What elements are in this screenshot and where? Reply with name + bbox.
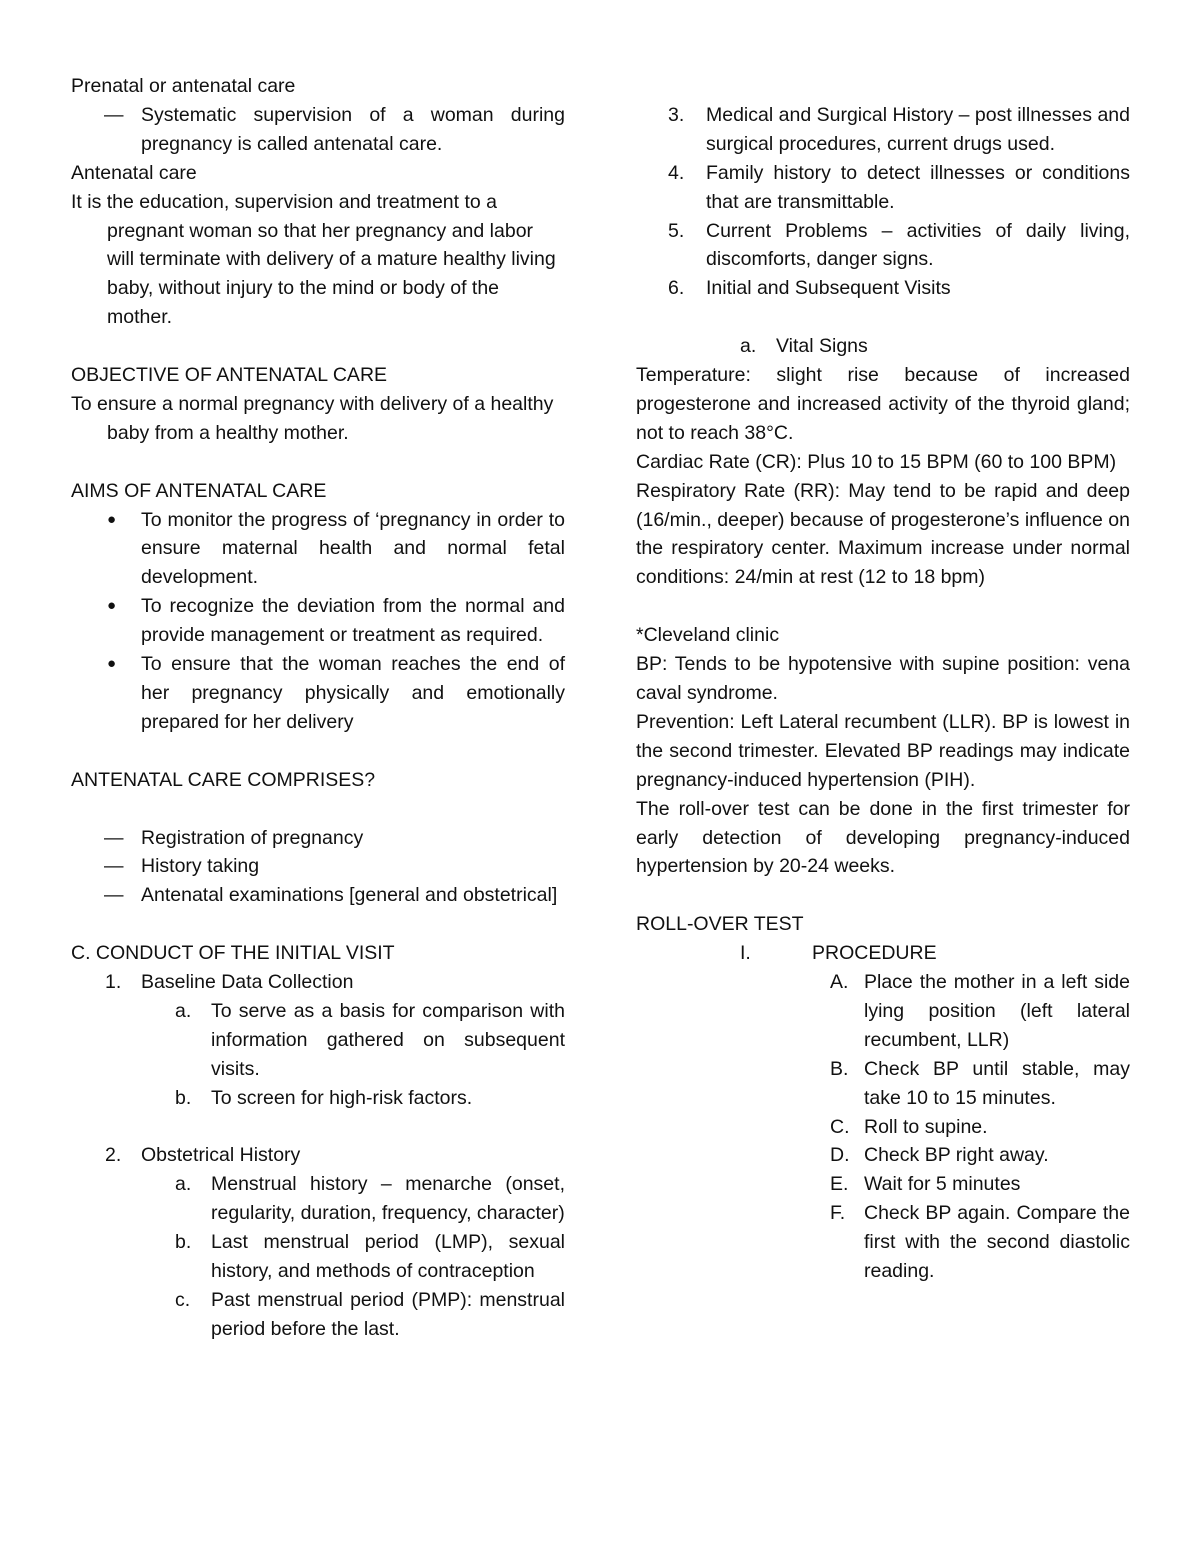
aims-list-item — [71, 506, 565, 593]
lettered-item-text: To screen for high-risk factors. — [211, 1086, 473, 1109]
prenatal-title: Prenatal or antenatal care — [71, 75, 296, 97]
dash-marker: — — [104, 103, 124, 126]
dash-marker: — — [104, 855, 124, 878]
comprises-heading: ANTENATAL CARE COMPRISES? — [71, 768, 376, 791]
aims-item-text: To monitor the progress of ‘pregnancy in order to ensure maternal health and normal fetal development. — [141, 508, 565, 589]
aims-list-item — [71, 592, 565, 650]
cardiac-rate-text: Cardiac Rate (CR): Plus 10 to 15 BPM (60 to 100 BPM) — [636, 450, 1117, 473]
numbered-item-text: Medical and Surgical History – post illnesses and surgical procedures, current drugs used. — [706, 103, 1130, 155]
comprises-item-text: Registration of pregnancy — [141, 826, 364, 849]
aims-heading: AIMS OF ANTENATAL CARE — [71, 479, 327, 502]
bullet-marker: ● — [107, 655, 117, 673]
objective-text: To ensure a normal pregnancy with delivery of a healthy baby from a healthy mother. — [71, 392, 554, 444]
letter-marker: b. — [175, 1231, 192, 1254]
aims-list-item — [71, 650, 565, 737]
antenatal-definition: It is the education, supervision and treatment to a pregnant woman so that her pregnancy and labor will terminate with delivery of a mature healthy living baby, without injury to the mind or body of the mother. — [71, 190, 556, 329]
aims-item-text: To ensure that the woman reaches the end of her pregnancy physically and emotionally prepared for her delivery — [141, 653, 565, 733]
bullet-marker: ● — [107, 510, 117, 528]
letter-marker: b. — [175, 1086, 192, 1109]
step-marker: D. — [830, 1144, 850, 1167]
number-marker: 1. — [105, 971, 122, 994]
numbered-list-item — [636, 274, 1130, 303]
letter-marker: a. — [175, 999, 192, 1022]
procedure-step — [636, 1170, 1130, 1199]
letter-marker: a. — [175, 1173, 192, 1196]
step-text: Check BP right away. — [864, 1144, 1049, 1167]
right-column — [636, 72, 1130, 1286]
numbered-item-text: Initial and Subsequent Visits — [706, 277, 951, 300]
rollover-note: The roll-over test can be done in the first trimester for early detection of developing pregnancy-induced hypertension by 20-24 weeks. — [636, 797, 1130, 878]
definition-dash-item — [71, 101, 565, 159]
number-marker: 5. — [668, 219, 685, 242]
procedure-step — [636, 1199, 1130, 1286]
aims-item-text: To recognize the deviation from the normal and provide management or treatment as required. — [141, 595, 565, 647]
lettered-list-item — [71, 1228, 565, 1286]
step-text: Check BP again. Compare the first with the second diastolic reading. — [864, 1202, 1130, 1283]
step-text: Check BP until stable, may take 10 to 15 minutes. — [864, 1057, 1130, 1109]
left-column — [71, 72, 565, 1344]
step-marker: F. — [830, 1202, 846, 1225]
objective-heading: OBJECTIVE OF ANTENATAL CARE — [71, 364, 388, 387]
vital-signs-label: Vital Signs — [776, 335, 868, 358]
dash-marker: — — [104, 884, 124, 907]
step-text: Place the mother in a left side lying position (left lateral recumbent, LLR) — [864, 971, 1130, 1051]
lettered-list-item — [71, 1170, 565, 1228]
comprises-list-item — [71, 824, 565, 853]
numbered-list-item — [636, 159, 1130, 217]
rollover-heading: ROLL-OVER TEST — [636, 913, 804, 936]
number-marker: 6. — [668, 277, 685, 300]
step-marker: A. — [830, 971, 849, 994]
numbered-list-item — [636, 217, 1130, 275]
roman-marker: I. — [740, 942, 751, 965]
conduct-heading: C. CONDUCT OF THE INITIAL VISIT — [71, 942, 395, 965]
antenatal-title: Antenatal care — [71, 161, 197, 184]
procedure-step — [636, 1055, 1130, 1113]
number-marker: 3. — [668, 103, 685, 126]
procedure-label: PROCEDURE — [812, 942, 937, 965]
lettered-item-text: Menstrual history – menarche (onset, regularity, duration, frequency, character) — [211, 1173, 565, 1225]
letter-marker: c. — [175, 1288, 191, 1311]
vital-signs-item — [636, 332, 1130, 361]
numbered-item-text: Current Problems – activities of daily living, discomforts, danger signs. — [706, 219, 1130, 271]
numbered-list-item — [71, 968, 565, 997]
lettered-list-item — [71, 997, 565, 1084]
numbered-item-text: Baseline Data Collection — [141, 971, 354, 994]
number-marker: 4. — [668, 161, 685, 184]
lettered-list-item — [71, 1084, 565, 1113]
lettered-list-item — [71, 1286, 565, 1344]
procedure-step — [636, 1141, 1130, 1170]
procedure-step — [636, 968, 1130, 1055]
prevention-text: Prevention: Left Lateral recumbent (LLR). BP is lowest in the second trimester. Elevated BP readings may indicate pregnancy-induced hypertension (PIH). — [636, 710, 1130, 791]
lettered-item-text: To serve as a basis for comparison with information gathered on subsequent visits. — [211, 999, 565, 1080]
cleveland-clinic-note: *Cleveland clinic — [636, 624, 780, 647]
step-marker: B. — [830, 1057, 849, 1080]
comprises-item-text: History taking — [141, 855, 260, 878]
lettered-item-text: Last menstrual period (LMP), sexual history, and methods of contraception — [211, 1231, 565, 1283]
dash-item-text: Systematic supervision of a woman during pregnancy is called antenatal care. — [141, 103, 565, 155]
procedure-step — [636, 1113, 1130, 1142]
bullet-marker: ● — [107, 597, 117, 615]
comprises-list-item — [71, 881, 565, 910]
numbered-list-item — [71, 1141, 565, 1170]
respiratory-rate-text: Respiratory Rate (RR): May tend to be rapid and deep (16/min., deeper) because of progesterone’s influence on the respiratory center. Maximum increase under normal conditions: 24/min at rest (12 to 18 bpm) — [636, 479, 1130, 589]
dash-marker: — — [104, 826, 124, 849]
step-text: Wait for 5 minutes — [864, 1173, 1021, 1196]
letter-marker: a. — [740, 335, 757, 358]
step-marker: E. — [830, 1173, 849, 1196]
comprises-list-item — [71, 852, 565, 881]
procedure-item — [636, 939, 1130, 968]
numbered-item-text: Family history to detect illnesses or conditions that are transmittable. — [706, 161, 1130, 213]
temperature-text: Temperature: slight rise because of increased progesterone and increased activity of the thyroid gland; not to reach 38°C. — [636, 364, 1130, 444]
number-marker: 2. — [105, 1144, 122, 1167]
bp-text: BP: Tends to be hypotensive with supine position: vena caval syndrome. — [636, 653, 1130, 704]
step-text: Roll to supine. — [864, 1115, 988, 1138]
step-marker: C. — [830, 1115, 850, 1138]
numbered-list-item — [636, 101, 1130, 159]
lettered-item-text: Past menstrual period (PMP): menstrual period before the last. — [211, 1288, 565, 1340]
comprises-item-text: Antenatal examinations [general and obstetrical] — [141, 884, 558, 907]
numbered-item-text: Obstetrical History — [141, 1144, 301, 1167]
